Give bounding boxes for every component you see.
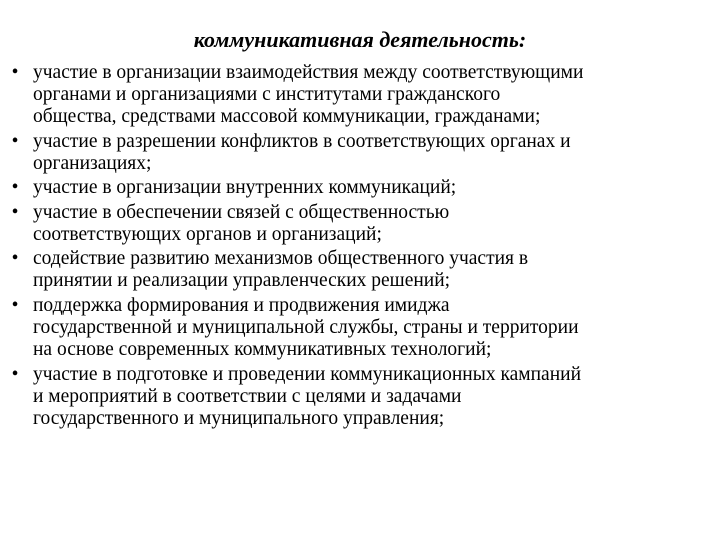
list-item xyxy=(8,202,714,246)
list-item-line: соответствующих органов и организаций; xyxy=(33,223,382,245)
list-item xyxy=(8,177,714,199)
bullet-icon: • xyxy=(11,363,19,385)
list-item-line: участие в организации взаимодействия между соответствующими xyxy=(33,62,584,83)
list-item-line: на основе современных коммуникативных технологий; xyxy=(33,338,492,360)
list-item-line: принятии и реализации управленческих решений; xyxy=(33,270,451,292)
list-item-line: и мероприятий в соответствии с целями и задачами xyxy=(33,385,462,407)
list-item-line: содействие развитию механизмов общественного участия в xyxy=(33,248,529,270)
list-item-line: органами и организациями с институтами гражданского xyxy=(33,84,501,105)
list-item-line: государственной и муниципальной службы, страны и территории xyxy=(33,316,579,338)
bullet-list xyxy=(8,62,714,432)
list-item xyxy=(8,131,714,175)
list-item-line: участие в подготовке и проведении коммуникационных кампаний xyxy=(33,363,582,385)
list-item-line: организациях; xyxy=(33,152,152,174)
bullet-icon: • xyxy=(11,62,19,83)
list-item-line: общества, средствами массовой коммуникации, гражданами; xyxy=(33,106,541,127)
list-item-line: участие в разрешении конфликтов в соответствующих органах и xyxy=(33,130,571,152)
list-item-line: участие в обеспечении связей с общественностью xyxy=(33,201,450,223)
list-item-line: государственного и муниципального управления; xyxy=(33,407,445,429)
bullet-icon: • xyxy=(11,201,19,223)
bullet-icon: • xyxy=(11,130,19,152)
list-item-line: участие в организации внутренних коммуникаций; xyxy=(33,177,457,199)
list-item-line: поддержка формирования и продвижения имиджа xyxy=(33,294,450,316)
list-item xyxy=(8,295,714,361)
bullet-icon: • xyxy=(11,177,19,199)
bullet-icon: • xyxy=(11,248,19,270)
list-item xyxy=(8,364,714,430)
list-item xyxy=(8,62,714,128)
slide-title: коммуникативная деятельность: xyxy=(193,27,527,52)
list-item xyxy=(8,248,714,292)
bullet-icon: • xyxy=(11,294,19,316)
